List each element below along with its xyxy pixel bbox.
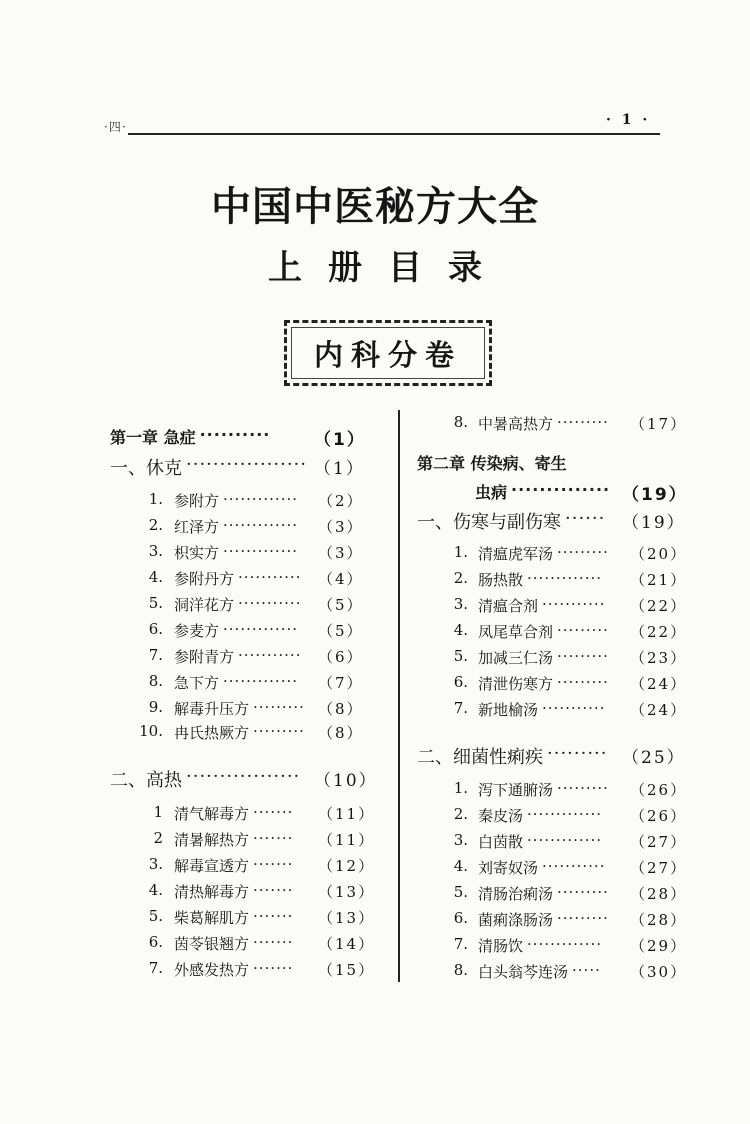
toc-entry-title: 茵苓银翘方 — [174, 935, 250, 953]
toc-entry — [0, 569, 750, 593]
toc-entry — [0, 743, 750, 767]
toc-page-number: （25） — [622, 748, 686, 768]
toc-entry-number: 8. — [453, 413, 468, 431]
toc-entry — [0, 480, 750, 504]
toc-entry — [0, 805, 750, 829]
book-title: 中国中医秘方大全 — [211, 184, 539, 230]
toc-entry-number: 3. — [453, 595, 468, 613]
toc-entry — [0, 961, 750, 985]
toc-entry-number: 2. — [453, 569, 468, 587]
toc-entry-number: 3. — [148, 855, 163, 873]
toc-entry-title: 泻下通腑汤 — [478, 781, 554, 799]
toc-leader-dots: ··········· — [542, 595, 606, 613]
toc-entry-number: 7. — [148, 646, 163, 664]
toc-page-number: （19） — [622, 513, 686, 533]
toc-page-number: （2） — [318, 492, 364, 510]
toc-entry-title: 肠热散 — [478, 571, 524, 589]
toc-page-number: （29） — [630, 937, 688, 955]
toc-entry-title: 红泽方 — [174, 518, 220, 536]
toc-entry-title: 刘寄奴汤 — [478, 859, 539, 877]
toc-entry-number: 6. — [148, 933, 163, 951]
toc-entry-number: 5. — [148, 907, 163, 925]
toc-entry — [0, 909, 750, 933]
toc-page-number: （8） — [318, 724, 364, 742]
toc-page-number: （30） — [630, 963, 688, 981]
toc-page-number: （24） — [630, 675, 688, 693]
toc-entry-number: 5. — [453, 647, 468, 665]
toc-entry — [0, 595, 750, 619]
toc-leader-dots: ············· — [223, 542, 299, 560]
toc-page-number: （1） — [314, 459, 365, 479]
toc-entry-title: 白茵散 — [478, 833, 524, 851]
toc-leader-dots: ··········· — [238, 594, 302, 612]
toc-page-number: （11） — [318, 805, 376, 823]
toc-page-number: （13） — [318, 883, 376, 901]
toc-entry-title: 新地榆汤 — [478, 701, 539, 719]
toc-leader-dots: ······· — [253, 959, 294, 977]
toc-entry-number: 4. — [453, 857, 468, 875]
toc-page-number: （27） — [630, 833, 688, 851]
toc-page-number: （11） — [318, 831, 376, 849]
toc-leader-dots: ········· — [557, 413, 609, 431]
toc-leader-dots: ········· — [557, 647, 609, 665]
toc-leader-dots: ········· — [557, 779, 609, 797]
toc-entry-number: 6. — [453, 673, 468, 691]
toc-leader-dots: ········· — [557, 543, 609, 561]
toc-entry — [0, 508, 750, 532]
toc-entry — [0, 935, 750, 959]
toc-entry-title: 解毒宣透方 — [174, 857, 250, 875]
toc-entry — [0, 779, 750, 803]
toc-entry-title: 清肠饮 — [478, 937, 524, 955]
toc-page-number: （17） — [630, 415, 688, 433]
toc-leader-dots: ····· — [572, 961, 601, 979]
toc-entry-title: 参附方 — [174, 492, 220, 510]
toc-leader-dots: ············· — [527, 831, 603, 849]
toc-entry-title: 清肠治痢汤 — [478, 885, 554, 903]
toc-entry-number: 8. — [453, 961, 468, 979]
toc-entry-title: 菌痢涤肠汤 — [478, 911, 554, 929]
toc-page-number: （5） — [318, 622, 364, 640]
toc-page-number: （21） — [630, 571, 688, 589]
toc-entry-number: 2. — [148, 516, 163, 534]
toc-entry-title: 冉氏热厥方 — [174, 724, 250, 742]
toc-page-number: （6） — [318, 648, 364, 666]
toc-page-number: （26） — [630, 781, 688, 799]
toc-entry-number: 7. — [453, 935, 468, 953]
toc-entry-title: 参附丹方 — [174, 570, 235, 588]
toc-leader-dots: ······· — [253, 803, 294, 821]
toc-entry-number: 9. — [148, 698, 163, 716]
toc-page-number: （12） — [318, 857, 376, 875]
toc-entry-number: 1. — [148, 490, 163, 508]
toc-leader-dots: ········· — [557, 909, 609, 927]
toc-entry-title: 清气解毒方 — [174, 805, 250, 823]
toc-entry-title: 第一章 急症 — [110, 428, 196, 447]
toc-entry-title: 秦皮汤 — [478, 807, 524, 825]
toc-entry-number: 4. — [453, 621, 468, 639]
toc-leader-dots: ······· — [253, 881, 294, 899]
toc-leader-dots: ············· — [527, 805, 603, 823]
toc-page-number: （10） — [314, 771, 378, 791]
toc-entry-number: 2 — [153, 829, 163, 847]
toc-page-number: （22） — [630, 597, 688, 615]
toc-leader-dots: ············· — [223, 516, 299, 534]
toc-entry-number: 10. — [139, 722, 163, 740]
toc-entry-number: 4. — [148, 568, 163, 586]
toc-page-number: （7） — [318, 674, 364, 692]
toc-page-number: （15） — [318, 961, 376, 979]
toc-leader-dots: ······ — [565, 508, 606, 529]
toc-entry-number: 1. — [453, 543, 468, 561]
toc-page-number: （22） — [630, 623, 688, 641]
toc-page-number: （1） — [314, 430, 366, 450]
toc-entry-title: 一、休克 — [110, 458, 182, 479]
toc-leader-dots: ········· — [557, 621, 609, 639]
toc-leader-dots: ······· — [253, 829, 294, 847]
toc-entry-title: 柴葛解肌方 — [174, 909, 250, 927]
toc-page-number: （8） — [318, 700, 364, 718]
toc-entry — [0, 831, 750, 855]
toc-entry-number: 5. — [453, 883, 468, 901]
toc-entry — [0, 451, 750, 475]
toc-page-number: （19） — [622, 485, 688, 505]
toc-entry-title: 一、伤寒与副伤寒 — [417, 512, 561, 533]
toc-entry-title: 参附青方 — [174, 648, 235, 666]
division-title-box — [284, 320, 492, 386]
toc-entry-title: 参麦方 — [174, 622, 220, 640]
toc-page-number: （13） — [318, 909, 376, 927]
toc-leader-dots: ········· — [557, 883, 609, 901]
toc-entry-title: 二、细菌性痢疾 — [417, 747, 543, 768]
toc-entry — [0, 883, 750, 907]
toc-entry-number: 1. — [453, 779, 468, 797]
running-header-left: ·四· — [104, 120, 127, 134]
toc-entry-title: 加减三仁汤 — [478, 649, 554, 667]
toc-page-number: （28） — [630, 885, 688, 903]
toc-leader-dots: ········· — [253, 698, 305, 716]
toc-page-number: （5） — [318, 596, 364, 614]
toc-entry-number: 3. — [453, 831, 468, 849]
toc-leader-dots: ········· — [547, 743, 608, 764]
toc-entry-title: 清暑解热方 — [174, 831, 250, 849]
toc-page-number: （3） — [318, 544, 364, 562]
toc-entry-title: 凤尾草合剂 — [478, 623, 554, 641]
toc-entry-title: 外感发热方 — [174, 961, 250, 979]
toc-leader-dots: ·········· — [199, 425, 271, 444]
division-title: 内科分卷 — [313, 337, 462, 372]
toc-leader-dots: ··········· — [542, 857, 606, 875]
toc-leader-dots: ······· — [253, 855, 294, 873]
toc-entry-number: 1 — [153, 803, 163, 821]
toc-entry-title: 急下方 — [174, 674, 220, 692]
toc-page-number: （28） — [630, 911, 688, 929]
page-number-header: · 1 · — [606, 112, 651, 128]
toc-leader-dots: ······· — [253, 933, 294, 951]
toc-leader-dots: ············· — [223, 490, 299, 508]
toc-entry-title: 清瘟虎军汤 — [478, 545, 554, 563]
toc-page-number: （14） — [318, 935, 376, 953]
toc-leader-dots: ············· — [527, 569, 603, 587]
toc-page-number: （4） — [318, 570, 364, 588]
toc-leader-dots: ················· — [186, 766, 301, 787]
toc-entry — [0, 621, 750, 645]
toc-page-number: （3） — [318, 518, 364, 536]
toc-entry-number: 4. — [148, 881, 163, 899]
toc-entry-number: 2. — [453, 805, 468, 823]
toc-leader-dots: ········· — [253, 722, 305, 740]
toc-leader-dots: ············· — [223, 620, 299, 638]
toc-entry-title: 白头翁芩连汤 — [478, 963, 569, 981]
toc-entry — [0, 413, 750, 437]
toc-leader-dots: ·············· — [511, 480, 611, 499]
toc-leader-dots: ······· — [253, 907, 294, 925]
toc-leader-dots: ··········· — [542, 699, 606, 717]
toc-page-number: （24） — [630, 701, 688, 719]
toc-entry — [0, 699, 750, 723]
toc-entry-title: 第二章 传染病、寄生 — [417, 454, 567, 473]
toc-entry-number: 6. — [148, 620, 163, 638]
toc-entry-title: 虫病 — [475, 483, 508, 502]
toc-entry-number: 6. — [453, 909, 468, 927]
toc-entry — [0, 857, 750, 881]
toc-entry-number: 7. — [453, 699, 468, 717]
toc-page-number: （27） — [630, 859, 688, 877]
header-rule — [128, 133, 660, 135]
toc-leader-dots: ··········· — [238, 646, 302, 664]
toc-leader-dots: ··········· — [238, 568, 302, 586]
toc-entry-title: 清泄伤寒方 — [478, 675, 554, 693]
toc-page-number: （26） — [630, 807, 688, 825]
toc-entry-number: 8. — [148, 672, 163, 690]
toc-entry-number: 7. — [148, 959, 163, 977]
toc-entry-title: 解毒升压方 — [174, 700, 250, 718]
toc-entry-title: 枳实方 — [174, 544, 220, 562]
toc-leader-dots: ·················· — [186, 454, 307, 475]
toc-entry — [0, 647, 750, 671]
toc-entry-title: 二、高热 — [110, 770, 182, 791]
toc-entry-title: 清热解毒方 — [174, 883, 250, 901]
toc-entry-number: 3. — [148, 542, 163, 560]
toc-entry — [0, 543, 750, 567]
toc-page-number: （23） — [630, 649, 688, 667]
toc-entry — [0, 673, 750, 697]
volume-contents-title: 上册目录 — [268, 248, 508, 288]
toc-entry-title: 洞洋花方 — [174, 596, 235, 614]
toc-entry-number: 5. — [148, 594, 163, 612]
toc-leader-dots: ············· — [223, 672, 299, 690]
toc-leader-dots: ········· — [557, 673, 609, 691]
toc-entry-title: 清瘟合剂 — [478, 597, 539, 615]
toc-page-number: （20） — [630, 545, 688, 563]
toc-leader-dots: ············· — [527, 935, 603, 953]
toc-entry-title: 中暑高热方 — [478, 415, 554, 433]
